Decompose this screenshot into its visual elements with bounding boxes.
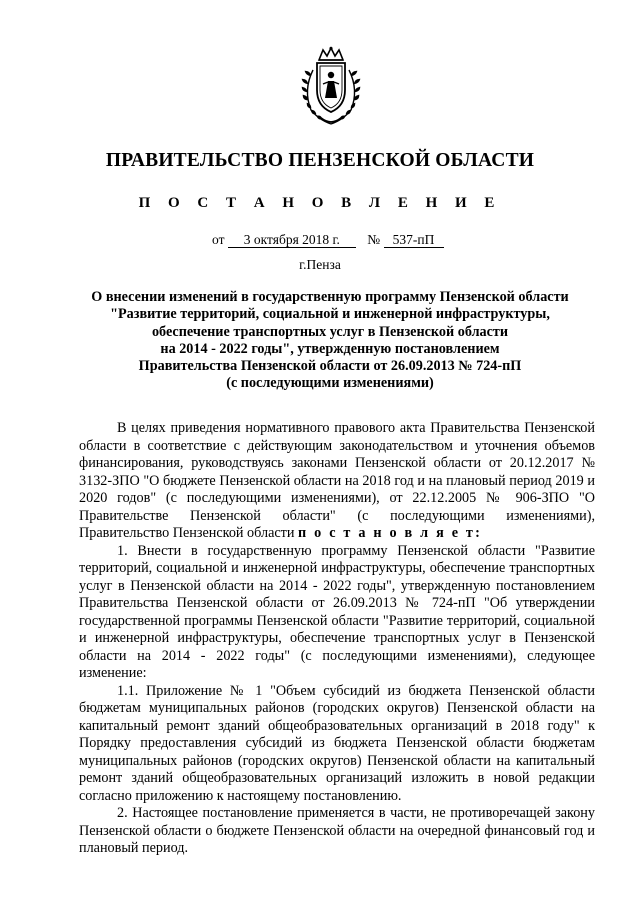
government-title: ПРАВИТЕЛЬСТВО ПЕНЗЕНСКОЙ ОБЛАСТИ xyxy=(105,150,535,171)
intro-paragraph xyxy=(79,420,595,543)
paragraph-item-1: 1. Внести в государственную программу Пензенской области "Развитие территорий, социальной и инженерной инфраструктуры, обеспечение транспортных услуг в Пензенской области на 2014 - 2022 годы", утвержденную постановлением Правительства Пензенской области от 26.09.2013 № 724-пП "Об утверждении государственной программы Пензенской области "Развитие территорий, социальной и инженерной инфраструктуры, обеспечение транспортных услуг в Пензенской области на 2014 - 2022 годы" (с последующими изменениями), следующее изменение: xyxy=(79,542,595,681)
heading-line: на 2014 - 2022 годы", утвержденную постановлением xyxy=(160,340,500,357)
heading-line: обеспечение транспортных услуг в Пензенской области xyxy=(151,323,509,340)
intro-text: В целях приведения нормативного правового акта Правительства Пензенской области в соответствие с действующим законодательством и уточнения объемов финансирования, руководствуясь законами Пензенской области от 20.12.2017 № 3132-ЗПО "О бюджете Пензенской области на 2018 год и на плановый период 2019 и 2020 годов" (с последующими изменениями), от 22.12.2005 № 906-ЗПО "О Правительстве Пензенской области" (с последующими изменениями), Правительство Пензенской области xyxy=(79,420,595,541)
paragraph-item-2: 2. Настоящее постановление применяется в части, не противоречащей закону Пензенской области о бюджете Пензенской области на очередной финансовый год и плановый период. xyxy=(79,805,595,856)
document-date: 3 октября 2018 г. xyxy=(228,233,356,248)
dateline xyxy=(212,232,444,248)
paragraph-item-1-1: 1.1. Приложение № 1 "Объем субсидий из бюджета Пензенской области бюджетам муниципальных районов (городских округов) Пензенской области на капитальный ремонт зданий общеобразовательных организаций в 2018 году" к Порядку предоставления субсидий из бюджета Пензенской области бюджетам муниципальных районов (городских округов) Пензенской области на капитальный ремонт зданий общеобразовательных организаций изложить в новой редакции согласно приложению к настоящему постановлению. xyxy=(79,682,595,804)
document-number: 537-пП xyxy=(384,233,444,248)
date-label: от xyxy=(212,232,225,247)
resolution-verb: п о с т а н о в л я е т: xyxy=(298,525,483,541)
heading-line: Правительства Пензенской области от 26.09.2013 № 724-пП xyxy=(138,358,522,375)
coat-of-arms-icon xyxy=(299,46,363,126)
document-type: П О С Т А Н О В Л Е Н И Е xyxy=(138,195,502,211)
document-body xyxy=(79,420,595,858)
heading-line: (с последующими изменениями) xyxy=(226,375,434,392)
city: г.Пенза xyxy=(299,257,341,272)
number-label: № xyxy=(367,232,381,247)
heading-line: "Развитие территорий, социальной и инженерной инфраструктуры, xyxy=(110,306,550,323)
document-heading xyxy=(60,289,600,393)
heading-line: О внесении изменений в государственную программу Пензенской области xyxy=(91,289,569,305)
